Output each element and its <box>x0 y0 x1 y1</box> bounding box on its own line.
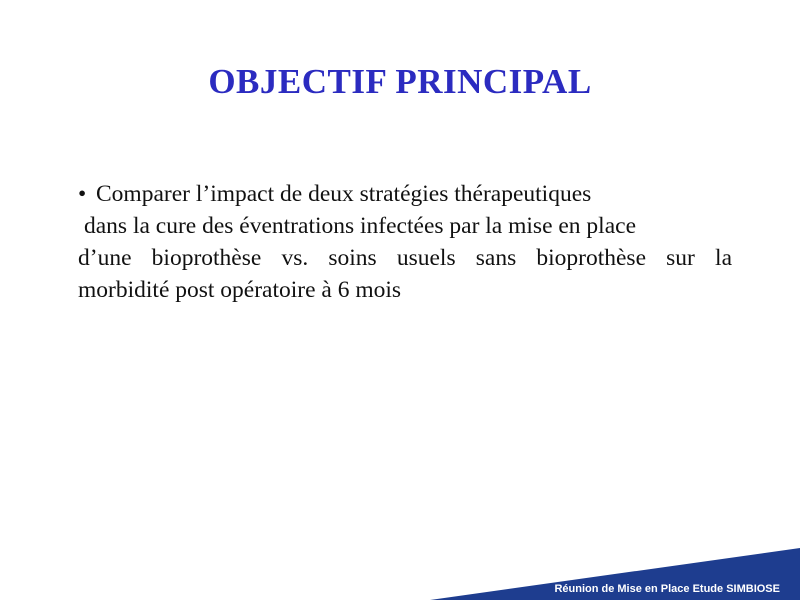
bullet-line-2: dans la cure des éventrations infectées par la mise en place <box>84 213 636 239</box>
bullet-line-1-text: Comparer l’impact de deux stratégies thérapeutiques <box>96 181 592 207</box>
bullet-text-block <box>78 178 732 306</box>
bullet-line-3: d’une bioprothèse vs. soins usuels sans bioprothèse sur la <box>78 245 732 271</box>
bullet-icon: • <box>78 181 87 207</box>
bullet-line-4: morbidité post opératoire à 6 mois <box>78 277 402 303</box>
slide-title: OBJECTIF PRINCIPAL <box>208 62 592 101</box>
bullet-line-1 <box>78 178 732 210</box>
footer-text: Réunion de Mise en Place Etude SIMBIOSE <box>554 583 780 595</box>
